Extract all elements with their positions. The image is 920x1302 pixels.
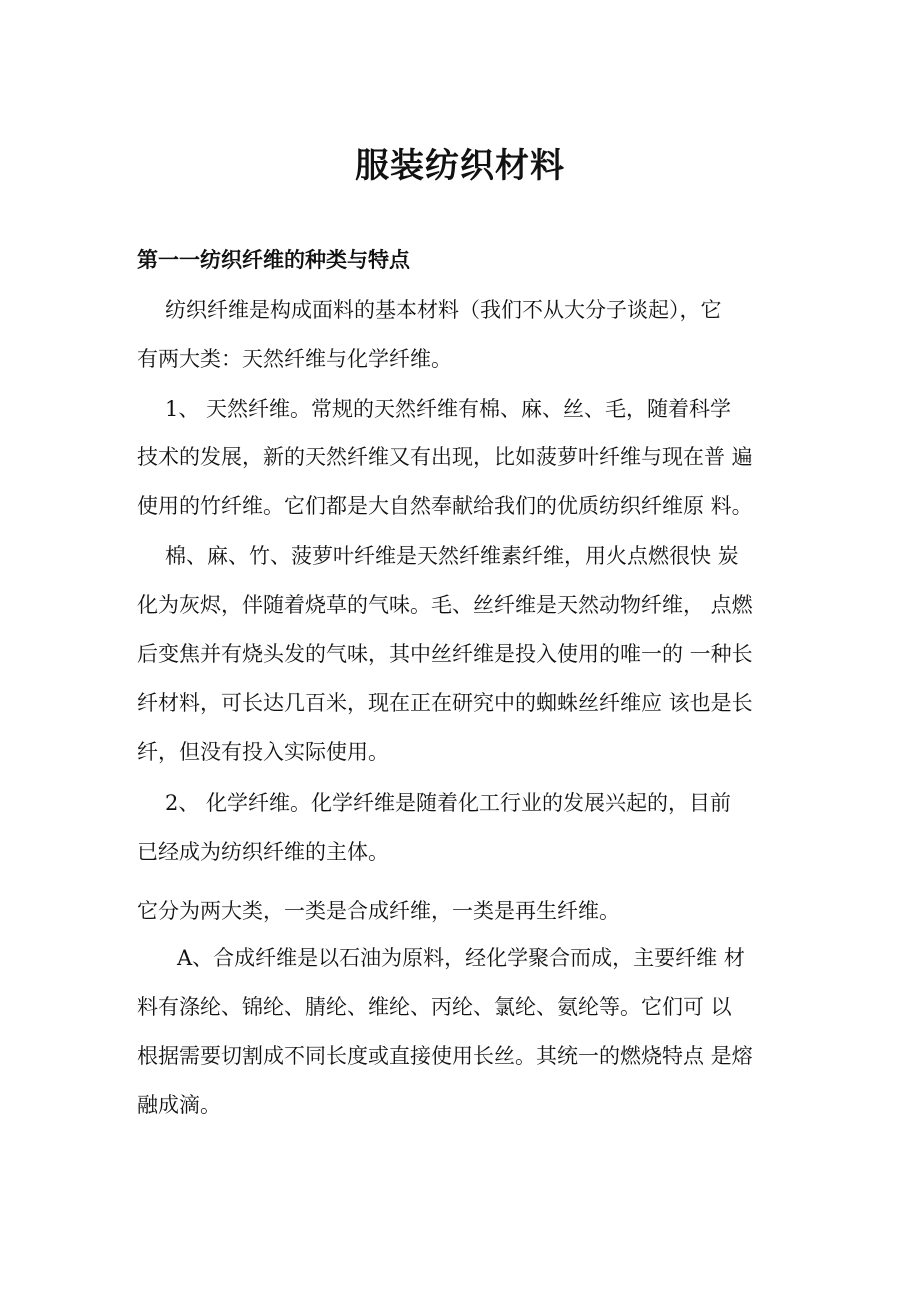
document-title: 服装纺织材料 bbox=[355, 146, 565, 186]
paragraph-line: 有两大类：天然纤维与化学纤维。 bbox=[137, 347, 452, 371]
paragraph-line: 根据需要切割成不同长度或直接使用长丝。其统一的燃烧特点 是熔 bbox=[137, 1044, 753, 1068]
paragraph-line: 纤，但没有投入实际使用。 bbox=[137, 740, 389, 764]
paragraph-line: 纤材料，可长达几百米，现在正在研究中的蜘蛛丝纤维应 该也是长 bbox=[137, 691, 753, 715]
paragraph-line: 融成滴。 bbox=[137, 1093, 221, 1117]
paragraph-line: 后变焦并有烧头发的气味，其中丝纤维是投入使用的唯一的 一种长 bbox=[137, 642, 753, 666]
paragraph-line: 棉、麻、竹、菠萝叶纤维是天然纤维素纤维，用火点燃很快 炭 bbox=[165, 544, 739, 568]
paragraph-line: 料有涤纶、锦纶、腈纶、维纶、丙纶、氯纶、氨纶等。它们可 以 bbox=[137, 995, 732, 1019]
paragraph-line: 2、 化学纤维。化学纤维是随着化工行业的发展兴起的，目前 bbox=[165, 791, 732, 815]
paragraph-line: 已经成为纺织纤维的主体。 bbox=[137, 840, 389, 864]
paragraph-line: 化为灰烬，伴随着烧草的气味。毛、丝纤维是天然动物纤维， 点燃 bbox=[137, 593, 753, 617]
paragraph-line: 1、 天然纤维。常规的天然纤维有棉、麻、丝、毛，随着科学 bbox=[165, 397, 732, 421]
paragraph-line: A、合成纤维是以石油为原料，经化学聚合而成，主要纤维 材 bbox=[177, 946, 745, 970]
paragraph-line: 纺织纤维是构成面料的基本材料（我们不从大分子谈起），它 bbox=[165, 298, 722, 322]
paragraph-line: 它分为两大类，一类是合成纤维，一类是再生纤维。 bbox=[137, 899, 620, 923]
section-heading: 第一一纺织纤维的种类与特点 bbox=[137, 247, 410, 272]
paragraph-line: 技术的发展，新的天然纤维又有出现，比如菠萝叶纤维与现在普 遍 bbox=[137, 445, 753, 469]
paragraph-line: 使用的竹纤维。它们都是大自然奉献给我们的优质纺织纤维原 料。 bbox=[137, 494, 753, 518]
